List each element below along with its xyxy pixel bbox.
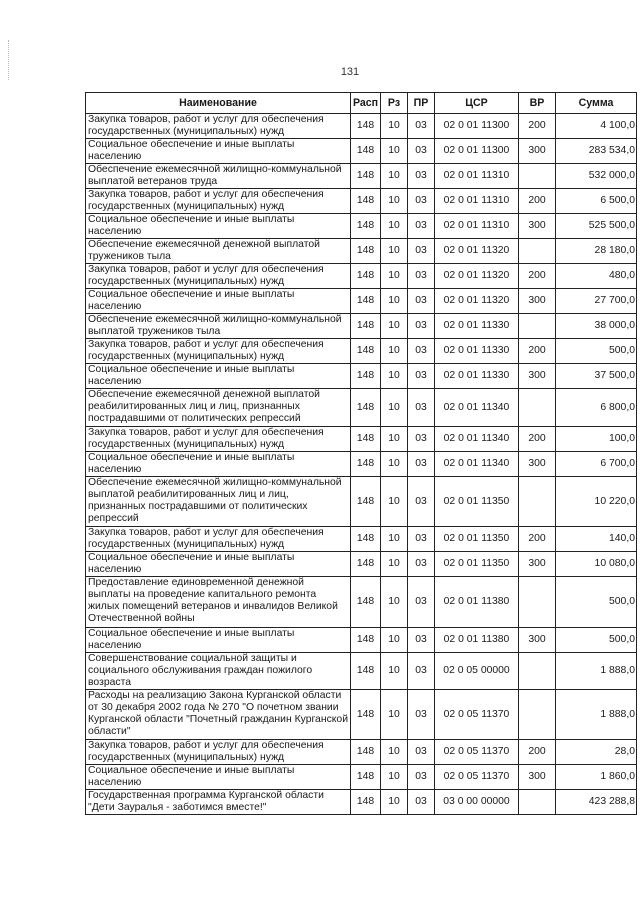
row-rasp: 148 <box>351 477 381 527</box>
row-vr: 200 <box>519 527 556 552</box>
table-row <box>86 527 637 552</box>
row-rz: 10 <box>381 164 408 189</box>
row-rasp: 148 <box>351 314 381 339</box>
table-row <box>86 164 637 189</box>
row-rasp: 148 <box>351 527 381 552</box>
row-rz: 10 <box>381 765 408 790</box>
row-rz: 10 <box>381 139 408 164</box>
row-pr: 03 <box>408 164 435 189</box>
row-sum: 27 700,0 <box>556 289 637 314</box>
row-sum: 4 100,0 <box>556 114 637 139</box>
row-pr: 03 <box>408 139 435 164</box>
table-row <box>86 114 637 139</box>
row-name: Закупка товаров, работ и услуг для обеспечения государственных (муниципальных) нужд <box>86 339 351 364</box>
row-csr: 02 0 01 11320 <box>435 264 519 289</box>
row-csr: 02 0 01 11350 <box>435 527 519 552</box>
row-rz: 10 <box>381 477 408 527</box>
row-vr: 200 <box>519 264 556 289</box>
row-pr: 03 <box>408 364 435 389</box>
row-vr: 300 <box>519 452 556 477</box>
table-body <box>86 114 637 815</box>
row-rz: 10 <box>381 314 408 339</box>
row-csr: 02 0 01 11330 <box>435 314 519 339</box>
table-row <box>86 314 637 339</box>
table-row <box>86 690 637 740</box>
row-csr: 02 0 05 00000 <box>435 653 519 690</box>
row-rz: 10 <box>381 527 408 552</box>
row-vr: 200 <box>519 189 556 214</box>
row-csr: 02 0 01 11380 <box>435 577 519 628</box>
row-sum: 283 534,0 <box>556 139 637 164</box>
row-pr: 03 <box>408 289 435 314</box>
row-csr: 02 0 01 11340 <box>435 389 519 427</box>
row-rz: 10 <box>381 389 408 427</box>
row-rasp: 148 <box>351 339 381 364</box>
row-csr: 02 0 01 11320 <box>435 289 519 314</box>
row-vr <box>519 314 556 339</box>
table-row <box>86 364 637 389</box>
row-vr: 300 <box>519 765 556 790</box>
row-rz: 10 <box>381 114 408 139</box>
row-name: Закупка товаров, работ и услуг для обеспечения государственных (муниципальных) нужд <box>86 189 351 214</box>
row-pr: 03 <box>408 114 435 139</box>
row-rz: 10 <box>381 577 408 628</box>
row-pr: 03 <box>408 427 435 452</box>
row-csr: 02 0 01 11380 <box>435 628 519 653</box>
row-name: Социальное обеспечение и иные выплаты населению <box>86 628 351 653</box>
table-row <box>86 339 637 364</box>
row-name: Закупка товаров, работ и услуг для обеспечения государственных (муниципальных) нужд <box>86 527 351 552</box>
row-pr: 03 <box>408 552 435 577</box>
row-pr: 03 <box>408 477 435 527</box>
row-csr: 02 0 01 11350 <box>435 477 519 527</box>
row-csr: 02 0 05 11370 <box>435 690 519 740</box>
row-vr: 200 <box>519 114 556 139</box>
row-sum: 6 500,0 <box>556 189 637 214</box>
row-sum: 500,0 <box>556 577 637 628</box>
row-vr <box>519 164 556 189</box>
row-vr: 300 <box>519 289 556 314</box>
row-name: Совершенствование социальной защиты и социального обслуживания граждан пожилого возраста <box>86 653 351 690</box>
row-rz: 10 <box>381 628 408 653</box>
table-row <box>86 452 637 477</box>
page-number: 131 <box>340 66 360 78</box>
row-pr: 03 <box>408 389 435 427</box>
row-rz: 10 <box>381 790 408 815</box>
row-vr: 200 <box>519 427 556 452</box>
row-pr: 03 <box>408 690 435 740</box>
table-row <box>86 139 637 164</box>
row-vr: 300 <box>519 364 556 389</box>
row-csr: 02 0 01 11300 <box>435 114 519 139</box>
row-name: Социальное обеспечение и иные выплаты населению <box>86 364 351 389</box>
row-rasp: 148 <box>351 114 381 139</box>
table-row <box>86 239 637 264</box>
row-vr: 300 <box>519 552 556 577</box>
row-sum: 525 500,0 <box>556 214 637 239</box>
row-csr: 02 0 01 11330 <box>435 339 519 364</box>
row-vr <box>519 239 556 264</box>
header-rasp: Расп <box>351 93 381 114</box>
row-vr <box>519 790 556 815</box>
row-sum: 28 180,0 <box>556 239 637 264</box>
row-rasp: 148 <box>351 577 381 628</box>
row-vr <box>519 653 556 690</box>
row-sum: 6 800,0 <box>556 389 637 427</box>
row-csr: 02 0 01 11340 <box>435 452 519 477</box>
row-name: Социальное обеспечение и иные выплаты населению <box>86 289 351 314</box>
row-csr: 02 0 01 11310 <box>435 189 519 214</box>
row-vr <box>519 389 556 427</box>
row-rasp: 148 <box>351 690 381 740</box>
table-row <box>86 289 637 314</box>
row-rz: 10 <box>381 427 408 452</box>
row-sum: 10 220,0 <box>556 477 637 527</box>
row-sum: 480,0 <box>556 264 637 289</box>
row-rasp: 148 <box>351 427 381 452</box>
row-name: Социальное обеспечение и иные выплаты населению <box>86 552 351 577</box>
row-name: Обеспечение ежемесячной денежной выплатой тружеников тыла <box>86 239 351 264</box>
table-row <box>86 427 637 452</box>
header-pr: ПР <box>408 93 435 114</box>
row-rz: 10 <box>381 339 408 364</box>
row-pr: 03 <box>408 264 435 289</box>
row-rasp: 148 <box>351 628 381 653</box>
row-vr: 300 <box>519 139 556 164</box>
row-vr: 200 <box>519 339 556 364</box>
row-pr: 03 <box>408 214 435 239</box>
row-rasp: 148 <box>351 214 381 239</box>
row-csr: 03 0 00 00000 <box>435 790 519 815</box>
table-row <box>86 389 637 427</box>
header-name: Наименование <box>86 93 351 114</box>
row-rasp: 148 <box>351 239 381 264</box>
row-sum: 500,0 <box>556 628 637 653</box>
header-sum: Сумма <box>556 93 637 114</box>
row-sum: 140,0 <box>556 527 637 552</box>
row-rasp: 148 <box>351 740 381 765</box>
header-rz: Рз <box>381 93 408 114</box>
row-rz: 10 <box>381 189 408 214</box>
row-csr: 02 0 01 11300 <box>435 139 519 164</box>
row-sum: 10 080,0 <box>556 552 637 577</box>
row-rz: 10 <box>381 552 408 577</box>
row-rz: 10 <box>381 239 408 264</box>
row-vr <box>519 577 556 628</box>
row-vr: 200 <box>519 740 556 765</box>
table-row <box>86 214 637 239</box>
row-csr: 02 0 01 11320 <box>435 239 519 264</box>
row-name: Предоставление единовременной денежной выплаты на проведение капитального ремонта жилых помещений ветеранов и инвалидов Великой Отечественной войны <box>86 577 351 628</box>
budget-table <box>85 92 637 815</box>
row-pr: 03 <box>408 314 435 339</box>
row-name: Обеспечение ежемесячной жилищно-коммунальной выплатой тружеников тыла <box>86 314 351 339</box>
row-csr: 02 0 05 11370 <box>435 740 519 765</box>
row-rz: 10 <box>381 264 408 289</box>
table-row <box>86 790 637 815</box>
row-csr: 02 0 01 11350 <box>435 552 519 577</box>
header-csr: ЦСР <box>435 93 519 114</box>
row-sum: 38 000,0 <box>556 314 637 339</box>
row-sum: 1 888,0 <box>556 653 637 690</box>
row-sum: 37 500,0 <box>556 364 637 389</box>
row-csr: 02 0 05 11370 <box>435 765 519 790</box>
row-rz: 10 <box>381 690 408 740</box>
row-rz: 10 <box>381 289 408 314</box>
row-sum: 1 860,0 <box>556 765 637 790</box>
row-rasp: 148 <box>351 389 381 427</box>
row-name: Социальное обеспечение и иные выплаты населению <box>86 139 351 164</box>
row-pr: 03 <box>408 339 435 364</box>
row-rz: 10 <box>381 653 408 690</box>
row-name: Обеспечение ежемесячной жилищно-коммунальной выплатой реабилитированных лиц и лиц, признанных пострадавшими от политических репрессий <box>86 477 351 527</box>
row-rasp: 148 <box>351 653 381 690</box>
row-name: Закупка товаров, работ и услуг для обеспечения государственных (муниципальных) нужд <box>86 740 351 765</box>
row-rasp: 148 <box>351 139 381 164</box>
row-csr: 02 0 01 11340 <box>435 427 519 452</box>
table-row <box>86 577 637 628</box>
row-sum: 532 000,0 <box>556 164 637 189</box>
row-name: Закупка товаров, работ и услуг для обеспечения государственных (муниципальных) нужд <box>86 427 351 452</box>
row-vr: 300 <box>519 214 556 239</box>
row-pr: 03 <box>408 189 435 214</box>
row-rasp: 148 <box>351 765 381 790</box>
row-rasp: 148 <box>351 164 381 189</box>
row-sum: 1 888,0 <box>556 690 637 740</box>
row-rasp: 148 <box>351 452 381 477</box>
row-name: Социальное обеспечение и иные выплаты населению <box>86 452 351 477</box>
row-name: Закупка товаров, работ и услуг для обеспечения государственных (муниципальных) нужд <box>86 114 351 139</box>
table-row <box>86 264 637 289</box>
row-sum: 423 288,8 <box>556 790 637 815</box>
table-header-row <box>86 93 637 114</box>
row-rz: 10 <box>381 740 408 765</box>
row-name: Обеспечение ежемесячной денежной выплатой реабилитированных лиц и лиц, признанных пострадавшими от политических репрессий <box>86 389 351 427</box>
row-rasp: 148 <box>351 264 381 289</box>
row-name: Социальное обеспечение и иные выплаты населению <box>86 765 351 790</box>
row-pr: 03 <box>408 239 435 264</box>
row-name: Расходы на реализацию Закона Курганской области от 30 декабря 2002 года № 270 "О почетном звании Курганской области "Почетный гражданин Курганской области" <box>86 690 351 740</box>
row-csr: 02 0 01 11310 <box>435 164 519 189</box>
row-csr: 02 0 01 11310 <box>435 214 519 239</box>
row-name: Социальное обеспечение и иные выплаты населению <box>86 214 351 239</box>
row-sum: 28,0 <box>556 740 637 765</box>
row-rasp: 148 <box>351 552 381 577</box>
row-sum: 100,0 <box>556 427 637 452</box>
table-row <box>86 552 637 577</box>
row-vr <box>519 477 556 527</box>
row-pr: 03 <box>408 628 435 653</box>
row-pr: 03 <box>408 653 435 690</box>
row-rasp: 148 <box>351 189 381 214</box>
row-pr: 03 <box>408 765 435 790</box>
row-rasp: 148 <box>351 364 381 389</box>
row-pr: 03 <box>408 740 435 765</box>
row-rasp: 148 <box>351 790 381 815</box>
table-row <box>86 653 637 690</box>
row-pr: 03 <box>408 790 435 815</box>
row-vr: 300 <box>519 628 556 653</box>
table-row <box>86 740 637 765</box>
table-row <box>86 628 637 653</box>
row-rz: 10 <box>381 364 408 389</box>
row-sum: 6 700,0 <box>556 452 637 477</box>
table-row <box>86 189 637 214</box>
header-vr: ВР <box>519 93 556 114</box>
row-rz: 10 <box>381 214 408 239</box>
row-pr: 03 <box>408 452 435 477</box>
table-row <box>86 765 637 790</box>
row-pr: 03 <box>408 527 435 552</box>
row-rz: 10 <box>381 452 408 477</box>
table-row <box>86 477 637 527</box>
row-rasp: 148 <box>351 289 381 314</box>
row-csr: 02 0 01 11330 <box>435 364 519 389</box>
row-sum: 500,0 <box>556 339 637 364</box>
row-pr: 03 <box>408 577 435 628</box>
row-vr <box>519 690 556 740</box>
row-name: Государственная программа Курганской области "Дети Зауралья - заботимся вместе!" <box>86 790 351 815</box>
row-name: Закупка товаров, работ и услуг для обеспечения государственных (муниципальных) нужд <box>86 264 351 289</box>
row-name: Обеспечение ежемесячной жилищно-коммунальной выплатой ветеранов труда <box>86 164 351 189</box>
